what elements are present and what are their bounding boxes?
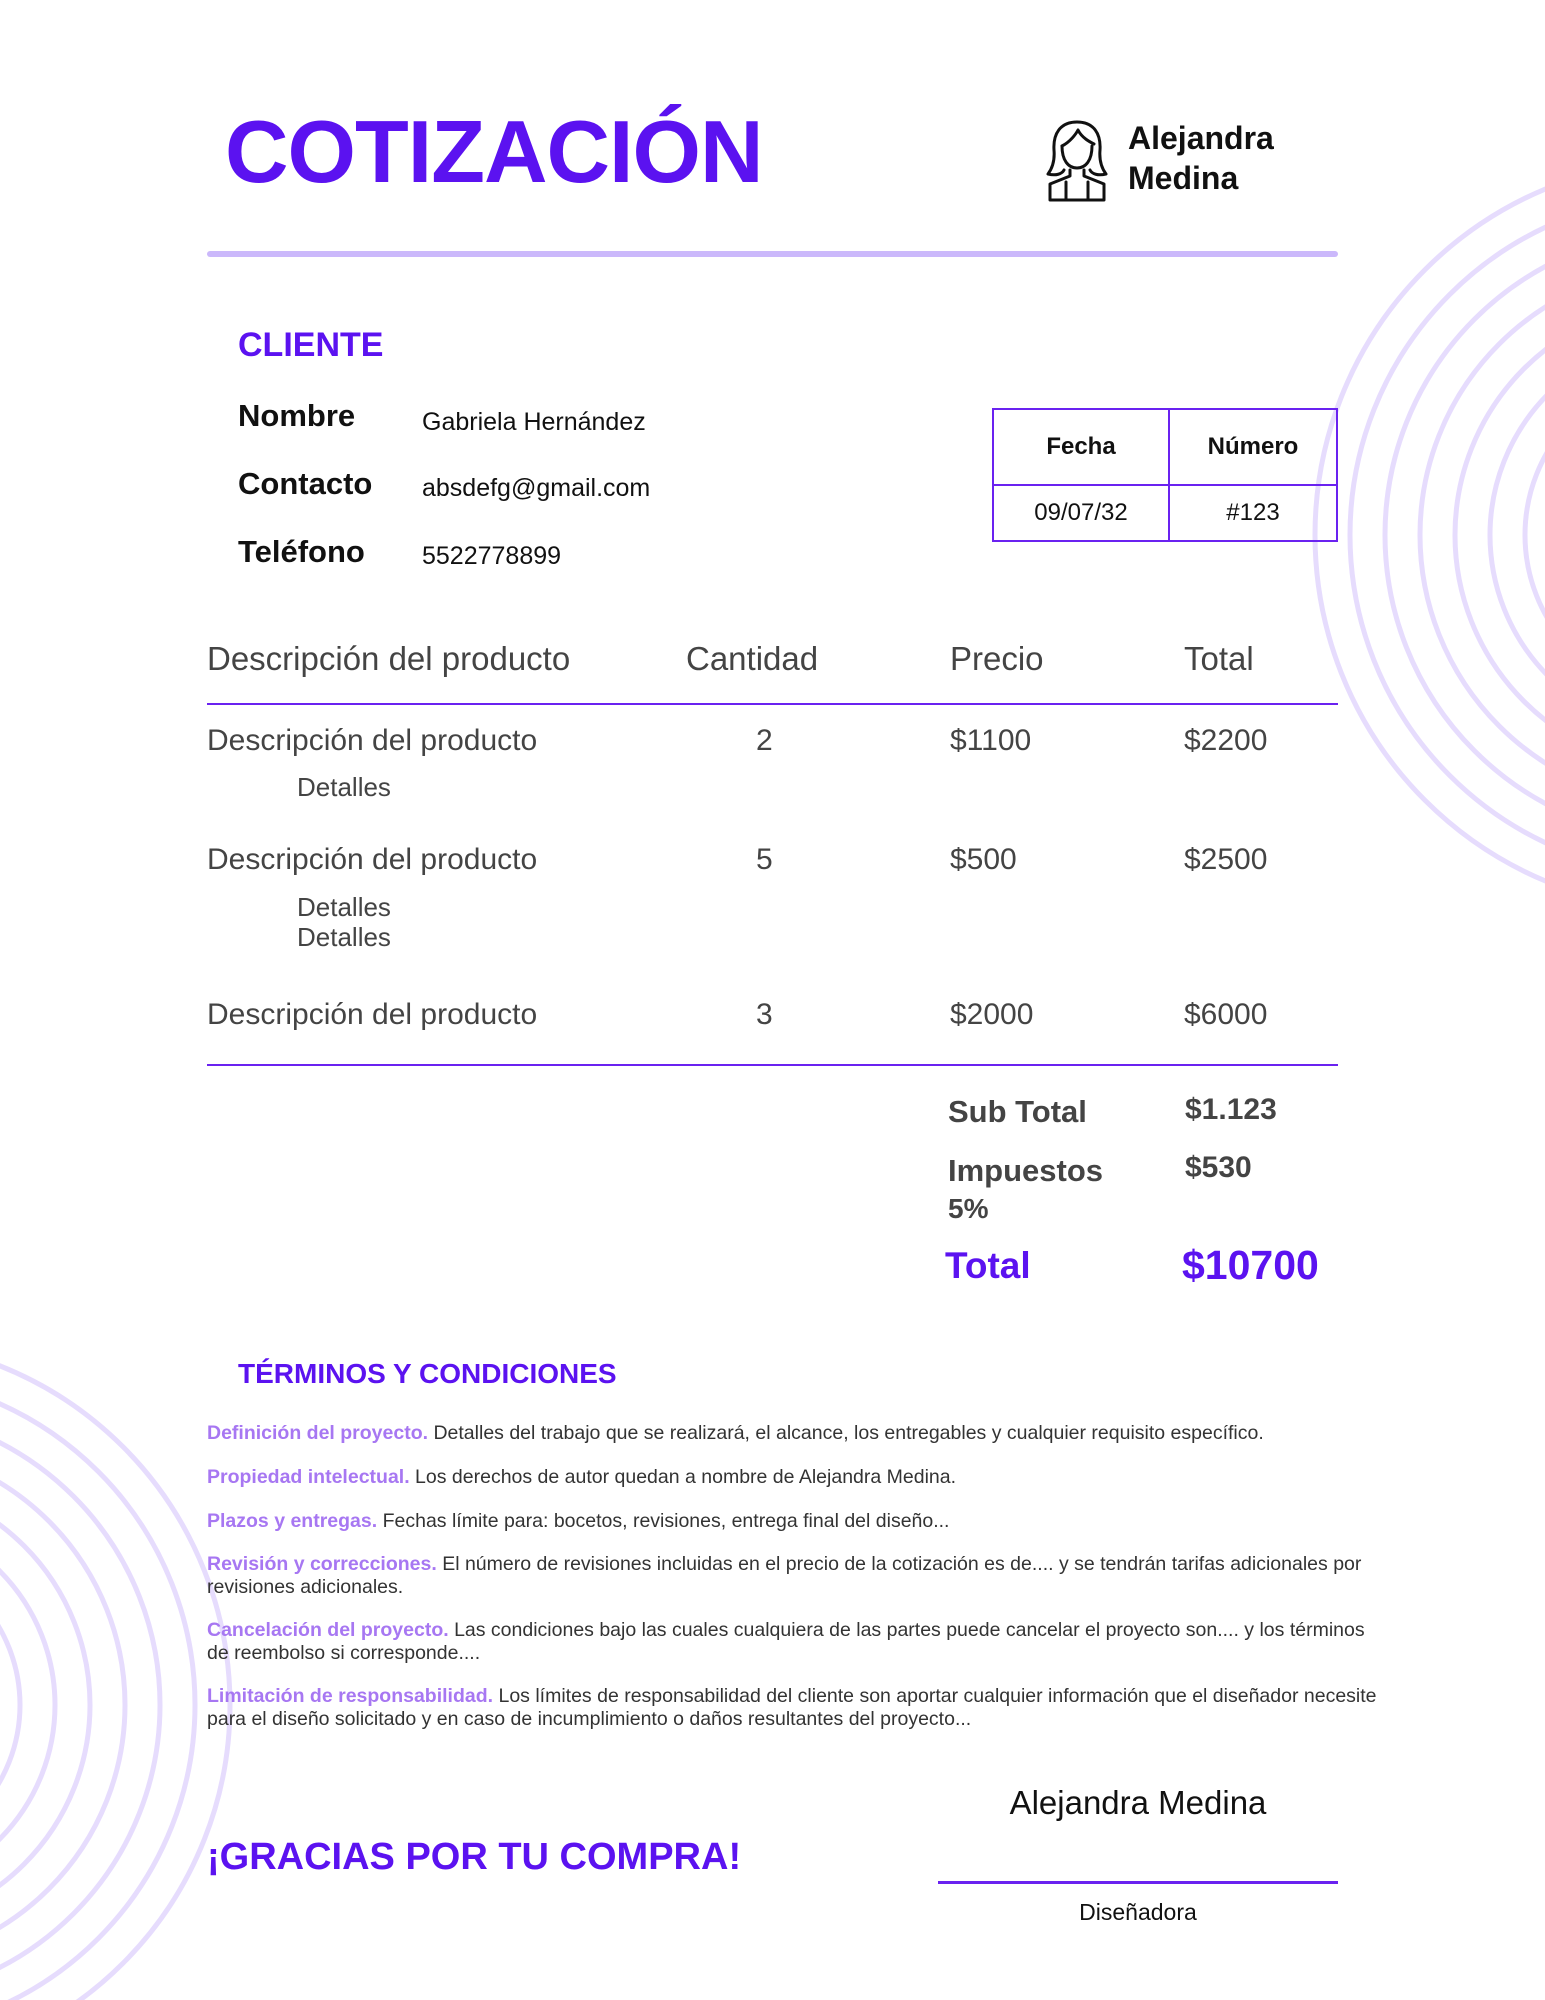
tax-value: $530	[1185, 1151, 1252, 1184]
row-2-detail-2: Detalles	[297, 922, 391, 952]
term-item	[207, 1685, 1387, 1731]
term-item	[207, 1510, 1387, 1533]
header-divider	[207, 251, 1338, 257]
column-header-quantity: Cantidad	[686, 640, 819, 677]
owner-name: Alejandra Medina	[1128, 120, 1274, 196]
term-text: Detalles del trabajo que se realizará, el alcance, los entregables y cualquier requisito específico.	[428, 1422, 1264, 1444]
quote-info-table	[992, 408, 1338, 542]
column-header-description: Descripción del producto	[207, 640, 571, 677]
subtotal-label: Sub Total	[948, 1094, 1087, 1129]
total-label: Total	[945, 1245, 1031, 1286]
term-key: Definición del proyecto.	[207, 1422, 429, 1444]
client-contact-value: absdefg@gmail.com	[422, 474, 651, 502]
term-text: Los límites de responsabilidad del cliente son aportar cualquier información que el diseñador necesite para el diseño solicitado y en caso de incumplimiento o daños resultantes del proyecto...	[207, 1685, 1377, 1730]
row-2-total: $2500	[1184, 843, 1268, 876]
row-2-description: Descripción del producto	[207, 843, 538, 876]
row-1-price: $1100	[950, 724, 1032, 757]
term-item	[207, 1553, 1387, 1599]
thanks-message: ¡GRACIAS POR TU COMPRA!	[207, 1836, 742, 1878]
row-3-price: $2000	[950, 998, 1034, 1031]
signature-role: Diseñadora	[1079, 1899, 1197, 1925]
row-3-total: $6000	[1184, 998, 1268, 1031]
total-value: $10700	[1182, 1242, 1319, 1288]
term-key: Plazos y entregas.	[207, 1510, 378, 1532]
row-3-description: Descripción del producto	[207, 998, 538, 1031]
column-header-total: Total	[1184, 640, 1254, 677]
row-1-detail-1: Detalles	[297, 772, 391, 802]
row-2-detail-1: Detalles	[297, 892, 391, 922]
number-header: Número	[1170, 410, 1336, 486]
term-text: Los derechos de autor quedan a nombre de Alejandra Medina.	[409, 1466, 957, 1488]
row-1-quantity: 2	[756, 724, 773, 757]
date-header: Fecha	[994, 410, 1170, 486]
term-text: Las condiciones bajo las cuales cualquiera de las partes puede cancelar el proyecto son.... y los términos de reembolso si corresponde....	[207, 1619, 1365, 1664]
term-key: Propiedad intelectual.	[207, 1466, 410, 1488]
client-phone-label: Teléfono	[238, 534, 365, 569]
tax-label: Impuestos	[948, 1153, 1104, 1188]
row-1-description: Descripción del producto	[207, 724, 538, 757]
term-key: Revisión y correcciones.	[207, 1553, 437, 1575]
term-text: El número de revisiones incluidas en el precio de la cotización es de.... y se tendrán tarifas adicionales por revisiones adicionales.	[207, 1553, 1362, 1598]
signature-name: Alejandra Medina	[1009, 1784, 1267, 1821]
column-header-price: Precio	[950, 640, 1044, 677]
subtotal-value: $1.123	[1185, 1093, 1277, 1126]
number-value: #123	[1226, 499, 1280, 526]
row-1-total: $2200	[1184, 724, 1268, 757]
term-key: Cancelación del proyecto.	[207, 1619, 449, 1641]
term-item	[207, 1466, 1387, 1489]
table-bottom-divider	[207, 1064, 1338, 1066]
client-contact-label: Contacto	[238, 466, 373, 501]
term-item	[207, 1422, 1387, 1445]
term-text: Fechas límite para: bocetos, revisiones, entrega final del diseño...	[377, 1510, 950, 1532]
signature-line	[938, 1881, 1338, 1884]
table-header-divider	[207, 703, 1338, 705]
page-title: COTIZACIÓN	[225, 102, 763, 201]
date-value: 09/07/32	[994, 486, 1170, 540]
woman-avatar-icon	[1044, 118, 1110, 202]
tax-rate: 5%	[948, 1193, 989, 1224]
row-3-quantity: 3	[756, 998, 773, 1031]
row-2-quantity: 5	[756, 843, 773, 876]
client-name-value: Gabriela Hernández	[422, 408, 646, 436]
client-phone-value: 5522778899	[422, 542, 562, 570]
terms-title: TÉRMINOS Y CONDICIONES	[238, 1358, 617, 1389]
term-key: Limitación de responsabilidad.	[207, 1685, 494, 1707]
client-section-title: CLIENTE	[238, 326, 384, 364]
client-name-label: Nombre	[238, 398, 356, 433]
term-item	[207, 1619, 1387, 1665]
row-2-price: $500	[950, 843, 1017, 876]
